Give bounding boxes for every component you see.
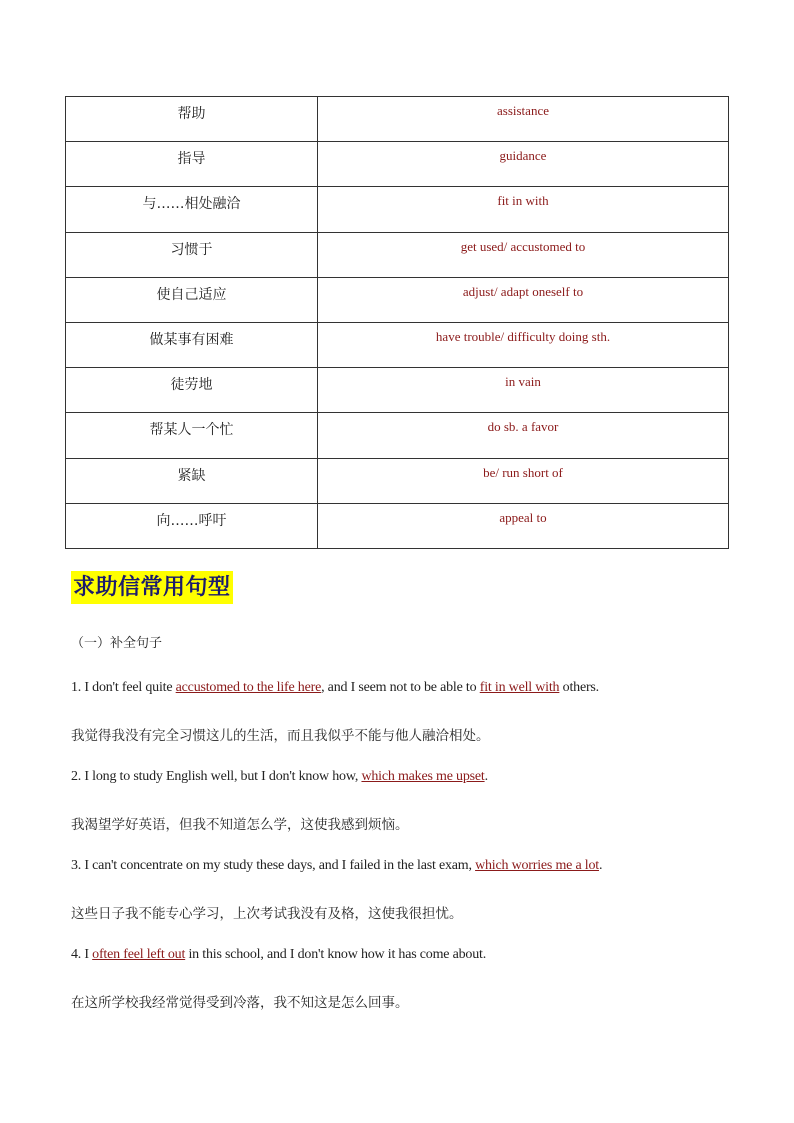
chinese-translation-4: 在这所学校我经常觉得受到冷落，我不知这是怎么回事。 <box>71 995 409 1011</box>
table-row <box>66 232 729 277</box>
english-answer: appeal to <box>318 503 729 548</box>
sentence-text: 1. I don't feel quite <box>71 680 176 695</box>
vocabulary-table <box>65 96 729 549</box>
sentence-text: . <box>598 858 603 873</box>
table-row <box>66 368 729 413</box>
english-answer: be/ run short of <box>318 458 729 503</box>
answer-blank: which makes me upset <box>361 769 485 784</box>
english-sentence-2 <box>71 769 488 785</box>
sentence-text: 3. I can't concentrate on my study these days, and I failed in the last exam, <box>71 858 476 873</box>
answer-blank: fit in well with <box>479 680 560 695</box>
english-answer: get used/ accustomed to <box>318 232 729 277</box>
english-answer: adjust/ adapt oneself to <box>318 277 729 322</box>
answer-blank: which worries me a lot <box>475 858 599 873</box>
table-row <box>66 458 729 503</box>
english-sentence-1 <box>71 680 599 696</box>
sentence-text: . <box>484 769 488 784</box>
sentence-text: 2. I long to study English well, but I don't know how, <box>71 769 362 784</box>
subsection-title: （一）补全句子 <box>71 636 163 651</box>
table-row <box>66 413 729 458</box>
table-row <box>66 277 729 322</box>
chinese-term: 紧缺 <box>66 458 318 503</box>
chinese-term: 做某事有困难 <box>66 322 318 367</box>
chinese-translation-2: 我渴望学好英语，但我不知道怎么学，这使我感到烦恼。 <box>71 817 409 833</box>
chinese-term: 向……呼吁 <box>66 503 318 548</box>
answer-blank: accustomed to the life here <box>175 680 322 695</box>
chinese-term: 徒劳地 <box>66 368 318 413</box>
sentence-text: in this school, and I don't know how it has come about. <box>185 947 487 962</box>
sentence-text: others. <box>559 680 599 695</box>
chinese-term: 使自己适应 <box>66 277 318 322</box>
chinese-term: 帮某人一个忙 <box>66 413 318 458</box>
english-answer: fit in with <box>318 187 729 232</box>
table-row <box>66 187 729 232</box>
chinese-term: 指导 <box>66 142 318 187</box>
chinese-term: 习惯于 <box>66 232 318 277</box>
chinese-term: 帮助 <box>66 97 318 142</box>
table-row <box>66 322 729 367</box>
table-row <box>66 503 729 548</box>
chinese-translation-3: 这些日子我不能专心学习，上次考试我没有及格，这使我很担忧。 <box>71 906 463 922</box>
section-title: 求助信常用句型 <box>71 571 233 604</box>
english-answer: in vain <box>318 368 729 413</box>
table-row <box>66 97 729 142</box>
table-row <box>66 142 729 187</box>
chinese-term: 与……相处融洽 <box>66 187 318 232</box>
english-answer: assistance <box>318 97 729 142</box>
english-answer: do sb. a favor <box>318 413 729 458</box>
chinese-translation-1: 我觉得我没有完全习惯这儿的生活，而且我似乎不能与他人融洽相处。 <box>71 728 490 744</box>
answer-blank: often feel left out <box>92 947 186 962</box>
english-sentence-4 <box>71 947 486 963</box>
english-answer: guidance <box>318 142 729 187</box>
english-answer: have trouble/ difficulty doing sth. <box>318 322 729 367</box>
sentence-text: 4. I <box>71 947 93 962</box>
sentence-text: , and I seem not to be able to <box>321 680 480 695</box>
english-sentence-3 <box>71 858 602 874</box>
